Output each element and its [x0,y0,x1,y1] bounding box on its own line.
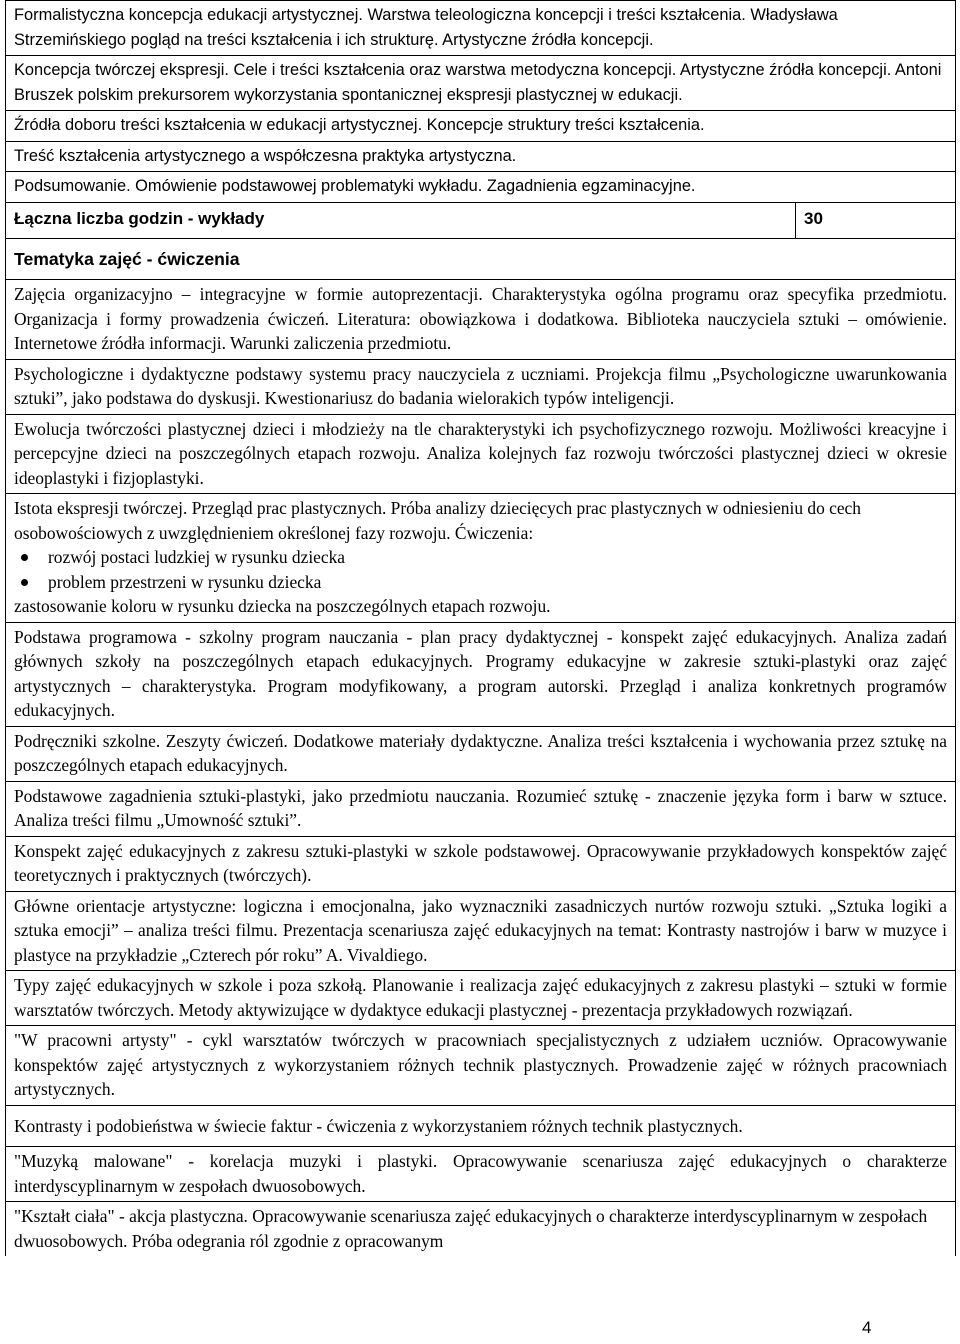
exercise-topic: Ewolucja twórczości plastycznej dzieci i młodzieży na tle charakterystyki ich psychofizycznego rozwoju. Możliwości kreacyjne i percepcyjne dzieci na poszczególnych etapach rozwoju. Analiza kolejnych faz rozwoju twórczości plastycznej dzieci w okresie ideoplastyki i fizjoplastyki. [6,414,956,494]
exercise-topic: "W pracowni artysty" - cykl warsztatów twórczych w pracowniach specjalistycznych z udziałem uczniów. Opracowywanie konspektów zajęć artystycznych z wykorzystaniem różnych technik plastycznych. Prowadzenie zajęć w różnych pracowniach artystycznych. [6,1026,956,1106]
list-item: rozwój postaci ludzkiej w rysunku dziecka [48,545,947,570]
table-row [6,1202,956,1257]
table-row [6,111,956,142]
syllabus-table [5,0,956,1256]
list-item: problem przestrzeni w rysunku dziecka [48,570,947,595]
table-row [6,781,956,836]
table-row [6,622,956,726]
exercise-topic: Typy zajęć edukacyjnych w szkole i poza szkołą. Planowanie i realizacja zajęć edukacyjnych z zakresu plastyki – sztuki w formie warsztatów twórczych. Metody aktywizujące w dydaktyce edukacji plastycznej - prezentacja przykładowych rozwiązań. [6,971,956,1026]
table-row [6,726,956,781]
lecture-topic: Podsumowanie. Omówienie podstawowej problematyki wykładu. Zagadnienia egzaminacyjne. [6,172,956,203]
lecture-topic: Źródła doboru treści kształcenia w edukacji artystycznej. Koncepcje struktury treści kształcenia. [6,111,956,142]
total-hours-row [6,202,956,238]
expression-outro: zastosowanie koloru w rysunku dziecka na poszczególnych etapach rozwoju. [14,596,551,616]
exercises-heading-row [6,238,956,280]
exercise-topic: Konspekt zajęć edukacyjnych z zakresu sztuki-plastyki w szkole podstawowej. Opracowywanie przykładowych konspektów zajęć teoretycznych i praktycznych (twórczych). [6,836,956,891]
table-row [6,1147,956,1202]
lecture-topic: Koncepcja twórczej ekspresji. Cele i treści kształcenia oraz warstwa metodyczna koncepcji. Artystyczne źródła koncepcji. Antoni Bruszek polskim prekursorem wykorzystania spontanicznej ekspresji plastycznej w edukacji. [6,56,956,111]
expression-bullet-list [14,545,947,594]
table-row [6,172,956,203]
lecture-topic: Formalistyczna koncepcja edukacji artystycznej. Warstwa teleologiczna koncepcji i treści kształcenia. Władysława Strzemińskiego pogląd na treści kształcenia i ich strukturę. Artystyczne źródła koncepcji. [6,1,956,56]
table-row [6,280,956,360]
lecture-topic: Treść kształcenia artystycznego a współczesna praktyka artystyczna. [6,141,956,172]
exercise-topic: Podręczniki szkolne. Zeszyty ćwiczeń. Dodatkowe materiały dydaktyczne. Analiza treści kształcenia i wychowania przez sztukę na poszczególnych etapach edukacyjnych. [6,726,956,781]
exercise-topic: Zajęcia organizacyjno – integracyjne w formie autoprezentacji. Charakterystyka ogólna programu oraz specyfika przedmiotu. Organizacja i formy prowadzenia ćwiczeń. Literatura: obowiązkowa i dodatkowa. Biblioteka nauczyciela sztuki – omówienie. Internetowe źródła informacji. Warunki zaliczenia przedmiotu. [6,280,956,360]
expression-intro: Istota ekspresji twórczej. Przegląd prac plastycznych. Próba analizy dziecięcych prac plastycznych w odniesieniu do cech osobowościowych z uwzględnieniem określonej fazy rozwoju. Ćwiczenia: [14,498,861,543]
exercise-topic-expression [6,494,956,623]
table-row [6,1026,956,1106]
exercise-topic: "Muzyką malowane" - korelacja muzyki i plastyki. Opracowywanie scenariusza zajęć edukacyjnych o charakterze interdyscyplinarnym w zespołach dwuosobowych. [6,1147,956,1202]
table-row [6,414,956,494]
exercise-topic: Psychologiczne i dydaktyczne podstawy systemu pracy nauczyciela z uczniami. Projekcja filmu „Psychologiczne uwarunkowania sztuki”, jako podstawa do dyskusji. Kwestionariusz do badania wielorakich typów inteligencji. [6,359,956,414]
exercise-topic: Kontrasty i podobieństwa w świecie faktur - ćwiczenia z wykorzystaniem różnych technik plastycznych. [6,1105,956,1147]
page-number: 4 [862,1318,872,1337]
exercise-topic: "Kształt ciała" - akcja plastyczna. Opracowywanie scenariusza zajęć edukacyjnych o charakterze interdyscyplinarnym w zespołach dwuosobowych. Próba odegrania ról zgodnie z opracowanym [6,1202,956,1257]
exercise-topic: Podstawa programowa - szkolny program nauczania - plan pracy dydaktycznej - konspekt zajęć edukacyjnych. Analiza zadań głównych szkoły na poszczególnych etapach edukacyjnych. Programy edukacyjne w zakresie sztuki-plastyki oraz zajęć artystycznych – charakterystyka. Program modyfikowany, a program autorski. Przegląd i analiza konkretnych programów edukacyjnych. [6,622,956,726]
table-row [6,494,956,623]
table-row [6,971,956,1026]
exercises-heading: Tematyka zajęć - ćwiczenia [6,238,956,280]
exercise-topic: Główne orientacje artystyczne: logiczna i emocjonalna, jako wyznaczniki zasadniczych nurtów rozwoju sztuki. „Sztuka logiki a sztuka emocji” – analiza treści filmu. Prezentacja scenariusza zajęć edukacyjnych na temat: Kontrasty nastrojów i barw w muzyce i plastyce na przykładzie „Czterech pór roku” A. Vivaldiego. [6,891,956,971]
table-row [6,141,956,172]
total-hours-label: Łączna liczba godzin - wykłady [6,202,796,238]
table-row [6,359,956,414]
total-hours-value: 30 [796,202,956,238]
exercise-topic: Podstawowe zagadnienia sztuki-plastyki, jako przedmiotu nauczania. Rozumieć sztukę - znaczenie języka form i barw w sztuce. Analiza treści filmu „Umowność sztuki”. [6,781,956,836]
table-row [6,1105,956,1147]
table-row [6,56,956,111]
table-row [6,836,956,891]
table-row [6,1,956,56]
table-row [6,891,956,971]
